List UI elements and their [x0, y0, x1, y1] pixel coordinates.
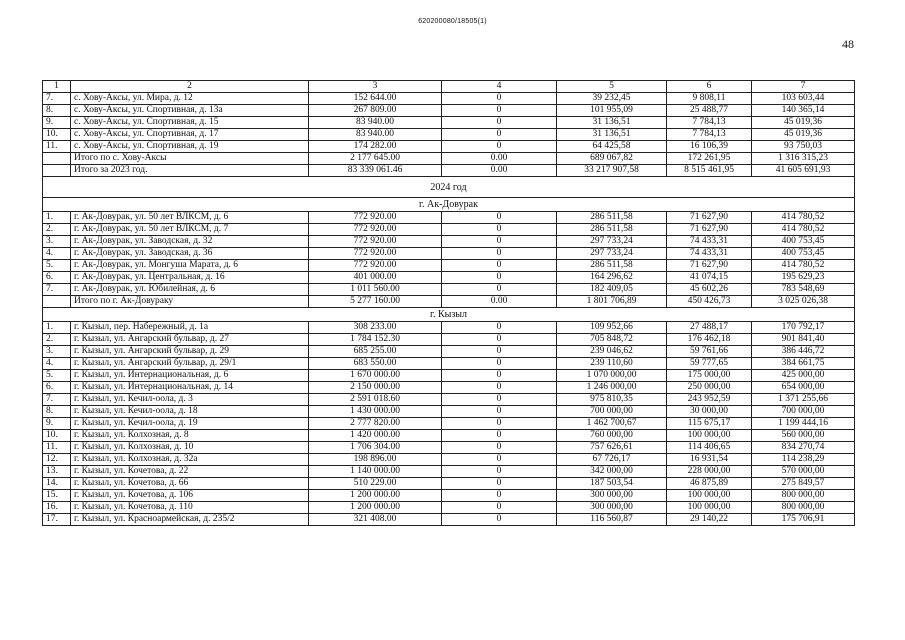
- amount-col6-cell: 114 406,65: [667, 442, 752, 454]
- page-number: 48: [842, 37, 854, 51]
- address-cell: г. Кызыл, ул. Ангарский бульвар, д. 29/1: [71, 358, 309, 370]
- row-number: 10.: [43, 129, 71, 141]
- address-cell: г. Ак-Довурак, ул. Юбилейная, д. 6: [71, 284, 309, 296]
- table-row: [43, 248, 855, 260]
- register-table: [42, 80, 855, 526]
- amount-total-cell: 83 940.00: [309, 117, 442, 129]
- amount-col6-cell: 172 261,95: [667, 153, 752, 165]
- column-number: 1: [43, 81, 71, 93]
- amount-col7-cell: 195 629,23: [752, 272, 855, 284]
- column-number: 4: [442, 81, 557, 93]
- amount-col5-cell: 31 136,51: [557, 129, 667, 141]
- row-number: 11.: [43, 141, 71, 153]
- row-number: 17.: [43, 514, 71, 526]
- amount-col4-cell: 0: [442, 260, 557, 272]
- row-number: 16.: [43, 502, 71, 514]
- amount-total-cell: 1 670 000.00: [309, 370, 442, 382]
- amount-total-cell: 321 408.00: [309, 514, 442, 526]
- amount-col5-cell: 109 952,66: [557, 322, 667, 334]
- table-row: [43, 394, 855, 406]
- amount-col5-cell: 760 000,00: [557, 430, 667, 442]
- amount-col5-cell: 705 848,72: [557, 334, 667, 346]
- amount-total-cell: 198 896.00: [309, 454, 442, 466]
- amount-total-cell: 1 200 000.00: [309, 502, 442, 514]
- address-cell: г. Кызыл, ул. Интернациональная, д. 14: [71, 382, 309, 394]
- table-row: [43, 514, 855, 526]
- address-cell: г. Кызыл, ул. Кочетова, д. 66: [71, 478, 309, 490]
- amount-col5-cell: 64 425,58: [557, 141, 667, 153]
- amount-total-cell: 152 644.00: [309, 93, 442, 105]
- amount-total-cell: 5 277 160.00: [309, 296, 442, 308]
- address-cell: с. Хову-Аксы, ул. Спортивная, д. 19: [71, 141, 309, 153]
- address-cell: г. Ак-Довурак, ул. Заводская, д. 32: [71, 236, 309, 248]
- amount-col7-cell: 570 000,00: [752, 466, 855, 478]
- row-number: 5.: [43, 370, 71, 382]
- amount-total-cell: 174 282.00: [309, 141, 442, 153]
- address-cell: г. Кызыл, ул. Колхозная, д. 32а: [71, 454, 309, 466]
- row-number: 1.: [43, 322, 71, 334]
- amount-col6-cell: 59 761,66: [667, 346, 752, 358]
- address-cell: г. Кызыл, ул. Кочетова, д. 106: [71, 490, 309, 502]
- amount-col4-cell: 0: [442, 236, 557, 248]
- amount-col6-cell: 8 515 461,95: [667, 165, 752, 177]
- address-cell: г. Кызыл, ул. Колхозная, д. 10: [71, 442, 309, 454]
- amount-col6-cell: 71 627,90: [667, 224, 752, 236]
- address-cell: г. Ак-Довурак, ул. 50 лет ВЛКСМ, д. 6: [71, 212, 309, 224]
- amount-col7-cell: 41 605 691,93: [752, 165, 855, 177]
- amount-total-cell: 83 339 061.46: [309, 165, 442, 177]
- amount-col5-cell: 67 726,17: [557, 454, 667, 466]
- amount-col6-cell: 29 140,22: [667, 514, 752, 526]
- row-number: 9.: [43, 117, 71, 129]
- row-number: 5.: [43, 260, 71, 272]
- amount-col6-cell: 16 106,39: [667, 141, 752, 153]
- table-row: [43, 466, 855, 478]
- amount-col7-cell: 1 199 444,16: [752, 418, 855, 430]
- amount-col4-cell: 0: [442, 334, 557, 346]
- amount-col7-cell: 834 270,74: [752, 442, 855, 454]
- amount-col7-cell: 400 753,45: [752, 236, 855, 248]
- amount-total-cell: 772 920.00: [309, 236, 442, 248]
- table-row: [43, 284, 855, 296]
- amount-col6-cell: 59 777,65: [667, 358, 752, 370]
- amount-col6-cell: 27 488,17: [667, 322, 752, 334]
- amount-total-cell: 510 229.00: [309, 478, 442, 490]
- amount-col7-cell: 275 849,57: [752, 478, 855, 490]
- amount-col5-cell: 39 232,45: [557, 93, 667, 105]
- table-row: [43, 418, 855, 430]
- column-number: 2: [71, 81, 309, 93]
- amount-col7-cell: 800 000,00: [752, 490, 855, 502]
- amount-col5-cell: 239 046,62: [557, 346, 667, 358]
- amount-col7-cell: 384 661,75: [752, 358, 855, 370]
- amount-col4-cell: 0: [442, 478, 557, 490]
- row-number: 4.: [43, 248, 71, 260]
- address-cell: г. Ак-Довурак, ул. Центральная, д. 16: [71, 272, 309, 284]
- amount-col7-cell: 170 792,17: [752, 322, 855, 334]
- amount-col6-cell: 250 000,00: [667, 382, 752, 394]
- amount-col7-cell: 783 548,69: [752, 284, 855, 296]
- row-number: 2.: [43, 224, 71, 236]
- amount-col5-cell: 757 626,61: [557, 442, 667, 454]
- row-number: 7.: [43, 394, 71, 406]
- amount-total-cell: 1 430 000.00: [309, 406, 442, 418]
- amount-col5-cell: 297 733,24: [557, 248, 667, 260]
- amount-col4-cell: 0: [442, 370, 557, 382]
- register-body: [43, 81, 855, 526]
- amount-col5-cell: 689 067,82: [557, 153, 667, 165]
- address-cell: Итого по г. Ак-Довураку: [71, 296, 309, 308]
- amount-col7-cell: 114 238,29: [752, 454, 855, 466]
- amount-col4-cell: 0: [442, 454, 557, 466]
- year-heading-row: [43, 177, 855, 198]
- amount-col7-cell: 386 446,72: [752, 346, 855, 358]
- amount-col5-cell: 31 136,51: [557, 117, 667, 129]
- amount-total-cell: 2 591 018.60: [309, 394, 442, 406]
- amount-col5-cell: 975 810,35: [557, 394, 667, 406]
- amount-col5-cell: 286 511,58: [557, 212, 667, 224]
- address-cell: г. Кызыл, ул. Кечил-оола, д. 18: [71, 406, 309, 418]
- amount-total-cell: 683 550.00: [309, 358, 442, 370]
- address-cell: г. Кызыл, ул. Ангарский бульвар, д. 29: [71, 346, 309, 358]
- amount-col6-cell: 46 875,89: [667, 478, 752, 490]
- address-cell: г. Кызыл, ул. Кечил-оола, д. 3: [71, 394, 309, 406]
- table-row: [43, 370, 855, 382]
- amount-col6-cell: 74 433,31: [667, 248, 752, 260]
- amount-total-cell: 1 140 000.00: [309, 466, 442, 478]
- amount-col4-cell: 0: [442, 93, 557, 105]
- amount-col6-cell: 176 462,18: [667, 334, 752, 346]
- table-row: [43, 272, 855, 284]
- amount-col7-cell: 700 000,00: [752, 406, 855, 418]
- address-cell: г. Кызыл, ул. Кочетова, д. 110: [71, 502, 309, 514]
- amount-col4-cell: 0: [442, 442, 557, 454]
- column-number: 5: [557, 81, 667, 93]
- row-number: [43, 165, 71, 177]
- row-number: 7.: [43, 93, 71, 105]
- amount-col5-cell: 33 217 907,58: [557, 165, 667, 177]
- amount-total-cell: 267 809.00: [309, 105, 442, 117]
- column-number: 6: [667, 81, 752, 93]
- table-row: [43, 105, 855, 117]
- address-cell: г. Ак-Довурак, ул. Заводская, д. 36: [71, 248, 309, 260]
- amount-total-cell: 1 420 000.00: [309, 430, 442, 442]
- amount-col6-cell: 41 074,15: [667, 272, 752, 284]
- row-number: 3.: [43, 236, 71, 248]
- amount-col5-cell: 1 070 000,00: [557, 370, 667, 382]
- amount-col5-cell: 286 511,58: [557, 224, 667, 236]
- address-cell: с. Хову-Аксы, ул. Спортивная, д. 17: [71, 129, 309, 141]
- amount-col6-cell: 100 000,00: [667, 490, 752, 502]
- address-cell: г. Ак-Довурак, ул. 50 лет ВЛКСМ, д. 7: [71, 224, 309, 236]
- amount-col5-cell: 1 462 700,67: [557, 418, 667, 430]
- amount-col5-cell: 1 246 000,00: [557, 382, 667, 394]
- amount-col7-cell: 140 365,14: [752, 105, 855, 117]
- amount-total-cell: 772 920.00: [309, 212, 442, 224]
- column-number-row: [43, 81, 855, 93]
- amount-col6-cell: 100 000,00: [667, 430, 752, 442]
- row-number: 14.: [43, 478, 71, 490]
- amount-col4-cell: 0.00: [442, 296, 557, 308]
- amount-col5-cell: 182 409,05: [557, 284, 667, 296]
- amount-col6-cell: 7 784,13: [667, 117, 752, 129]
- amount-col4-cell: 0: [442, 406, 557, 418]
- amount-col5-cell: 286 511,58: [557, 260, 667, 272]
- amount-col4-cell: 0: [442, 514, 557, 526]
- total-row: [43, 153, 855, 165]
- amount-total-cell: 772 920.00: [309, 248, 442, 260]
- table-row: [43, 358, 855, 370]
- address-cell: г. Ак-Довурак, ул. Монгуша Марата, д. 6: [71, 260, 309, 272]
- amount-col6-cell: 45 602,26: [667, 284, 752, 296]
- amount-col4-cell: 0: [442, 322, 557, 334]
- amount-col4-cell: 0: [442, 272, 557, 284]
- amount-col6-cell: 450 426,73: [667, 296, 752, 308]
- row-number: 6.: [43, 382, 71, 394]
- address-cell: г. Кызыл, ул. Колхозная, д. 8: [71, 430, 309, 442]
- amount-col7-cell: 560 000,00: [752, 430, 855, 442]
- amount-col7-cell: 414 780,52: [752, 260, 855, 272]
- amount-col7-cell: 45 019,36: [752, 117, 855, 129]
- row-number: 15.: [43, 490, 71, 502]
- table-row: [43, 260, 855, 272]
- amount-col5-cell: 342 000,00: [557, 466, 667, 478]
- amount-col6-cell: 243 952,59: [667, 394, 752, 406]
- amount-total-cell: 1 706 304.00: [309, 442, 442, 454]
- amount-col7-cell: 654 000,00: [752, 382, 855, 394]
- amount-col7-cell: 414 780,52: [752, 224, 855, 236]
- amount-col6-cell: 100 000,00: [667, 502, 752, 514]
- amount-col7-cell: 400 753,45: [752, 248, 855, 260]
- amount-col4-cell: 0: [442, 212, 557, 224]
- table-row: [43, 430, 855, 442]
- amount-col7-cell: 1 316 315,23: [752, 153, 855, 165]
- table-row: [43, 442, 855, 454]
- table-row: [43, 117, 855, 129]
- table-row: [43, 212, 855, 224]
- amount-col4-cell: 0: [442, 466, 557, 478]
- row-number: 2.: [43, 334, 71, 346]
- amount-total-cell: 772 920.00: [309, 260, 442, 272]
- amount-total-cell: 1 200 000.00: [309, 490, 442, 502]
- amount-col6-cell: 25 488,77: [667, 105, 752, 117]
- amount-col6-cell: 71 627,90: [667, 212, 752, 224]
- table-row: [43, 334, 855, 346]
- row-number: [43, 153, 71, 165]
- table-row: [43, 236, 855, 248]
- amount-col5-cell: 101 955,09: [557, 105, 667, 117]
- row-number: 4.: [43, 358, 71, 370]
- amount-col6-cell: 71 627,90: [667, 260, 752, 272]
- amount-col4-cell: 0: [442, 129, 557, 141]
- amount-col4-cell: 0.00: [442, 153, 557, 165]
- address-cell: г. Кызыл, пер. Набережный, д. 1а: [71, 322, 309, 334]
- amount-total-cell: 1 784 152.30: [309, 334, 442, 346]
- city-heading: г. Ак-Довурак: [43, 198, 855, 212]
- amount-col7-cell: 1 371 255,66: [752, 394, 855, 406]
- total-row: [43, 296, 855, 308]
- amount-col4-cell: 0: [442, 117, 557, 129]
- document-code: 620200080/18505(1): [418, 18, 487, 25]
- amount-total-cell: 2 177 645.00: [309, 153, 442, 165]
- amount-col4-cell: 0: [442, 346, 557, 358]
- table-row: [43, 382, 855, 394]
- address-cell: Итого по с. Хову-Аксы: [71, 153, 309, 165]
- amount-col5-cell: 116 560,87: [557, 514, 667, 526]
- amount-col7-cell: 93 750,03: [752, 141, 855, 153]
- amount-col4-cell: 0: [442, 224, 557, 236]
- amount-col5-cell: 297 733,24: [557, 236, 667, 248]
- row-number: 7.: [43, 284, 71, 296]
- row-number: 11.: [43, 442, 71, 454]
- amount-col4-cell: 0: [442, 141, 557, 153]
- row-number: 8.: [43, 406, 71, 418]
- amount-col4-cell: 0: [442, 418, 557, 430]
- amount-col4-cell: 0: [442, 382, 557, 394]
- amount-col4-cell: 0: [442, 105, 557, 117]
- amount-col6-cell: 7 784,13: [667, 129, 752, 141]
- address-cell: г. Кызыл, ул. Интернациональная, д. 6: [71, 370, 309, 382]
- amount-total-cell: 2 777 820.00: [309, 418, 442, 430]
- amount-col6-cell: 74 433,31: [667, 236, 752, 248]
- column-number: 3: [309, 81, 442, 93]
- amount-col4-cell: 0: [442, 502, 557, 514]
- amount-col7-cell: 425 000,00: [752, 370, 855, 382]
- amount-col7-cell: 103 603,44: [752, 93, 855, 105]
- city-heading: г. Кызыл: [43, 308, 855, 322]
- address-cell: с. Хову-Аксы, ул. Спортивная, д. 13а: [71, 105, 309, 117]
- city-heading-row: [43, 198, 855, 212]
- row-number: 3.: [43, 346, 71, 358]
- table-row: [43, 346, 855, 358]
- row-number: 12.: [43, 454, 71, 466]
- amount-col6-cell: 9 808,11: [667, 93, 752, 105]
- amount-total-cell: 308 233.00: [309, 322, 442, 334]
- table-row: [43, 454, 855, 466]
- amount-col4-cell: 0: [442, 358, 557, 370]
- address-cell: г. Кызыл, ул. Кечил-оола, д. 19: [71, 418, 309, 430]
- amount-col5-cell: 300 000,00: [557, 490, 667, 502]
- amount-col5-cell: 164 296,62: [557, 272, 667, 284]
- row-number: 10.: [43, 430, 71, 442]
- amount-total-cell: 401 000.00: [309, 272, 442, 284]
- amount-col4-cell: 0.00: [442, 165, 557, 177]
- amount-col5-cell: 187 503,54: [557, 478, 667, 490]
- amount-total-cell: 2 150 000.00: [309, 382, 442, 394]
- address-cell: Итого за 2023 год.: [71, 165, 309, 177]
- amount-col7-cell: 3 025 026,38: [752, 296, 855, 308]
- amount-col6-cell: 115 675,17: [667, 418, 752, 430]
- table-row: [43, 322, 855, 334]
- table-row: [43, 502, 855, 514]
- address-cell: с. Хову-Аксы, ул. Мира, д. 12: [71, 93, 309, 105]
- amount-col4-cell: 0: [442, 430, 557, 442]
- amount-total-cell: 685 255.00: [309, 346, 442, 358]
- table-row: [43, 224, 855, 236]
- row-number: 6.: [43, 272, 71, 284]
- amount-col7-cell: 45 019,36: [752, 129, 855, 141]
- table-row: [43, 93, 855, 105]
- address-cell: г. Кызыл, ул. Кочетова, д. 22: [71, 466, 309, 478]
- amount-col4-cell: 0: [442, 490, 557, 502]
- row-number: 8.: [43, 105, 71, 117]
- amount-col6-cell: 30 000,00: [667, 406, 752, 418]
- table-row: [43, 129, 855, 141]
- amount-col4-cell: 0: [442, 394, 557, 406]
- amount-col6-cell: 228 000,00: [667, 466, 752, 478]
- amount-total-cell: 772 920.00: [309, 224, 442, 236]
- address-cell: с. Хову-Аксы, ул. Спортивная, д. 15: [71, 117, 309, 129]
- amount-col4-cell: 0: [442, 248, 557, 260]
- row-number: 9.: [43, 418, 71, 430]
- amount-col7-cell: 901 841,40: [752, 334, 855, 346]
- row-number: 13.: [43, 466, 71, 478]
- row-number: [43, 296, 71, 308]
- amount-col7-cell: 414 780,52: [752, 212, 855, 224]
- amount-total-cell: 83 940.00: [309, 129, 442, 141]
- amount-col7-cell: 175 706,91: [752, 514, 855, 526]
- year-heading: 2024 год: [43, 177, 855, 198]
- amount-col5-cell: 239 110,60: [557, 358, 667, 370]
- column-number: 7: [752, 81, 855, 93]
- city-heading-row: [43, 308, 855, 322]
- address-cell: г. Кызыл, ул. Красноармейская, д. 235/2: [71, 514, 309, 526]
- table-row: [43, 141, 855, 153]
- row-number: 1.: [43, 212, 71, 224]
- amount-col5-cell: 700 000,00: [557, 406, 667, 418]
- table-row: [43, 478, 855, 490]
- amount-col6-cell: 16 931,54: [667, 454, 752, 466]
- address-cell: г. Кызыл, ул. Ангарский бульвар, д. 27: [71, 334, 309, 346]
- amount-col6-cell: 175 000,00: [667, 370, 752, 382]
- table-row: [43, 490, 855, 502]
- amount-col7-cell: 800 000,00: [752, 502, 855, 514]
- total-row: [43, 165, 855, 177]
- amount-total-cell: 1 011 560.00: [309, 284, 442, 296]
- amount-col4-cell: 0: [442, 284, 557, 296]
- table-row: [43, 406, 855, 418]
- amount-col5-cell: 1 801 706,89: [557, 296, 667, 308]
- amount-col5-cell: 300 000,00: [557, 502, 667, 514]
